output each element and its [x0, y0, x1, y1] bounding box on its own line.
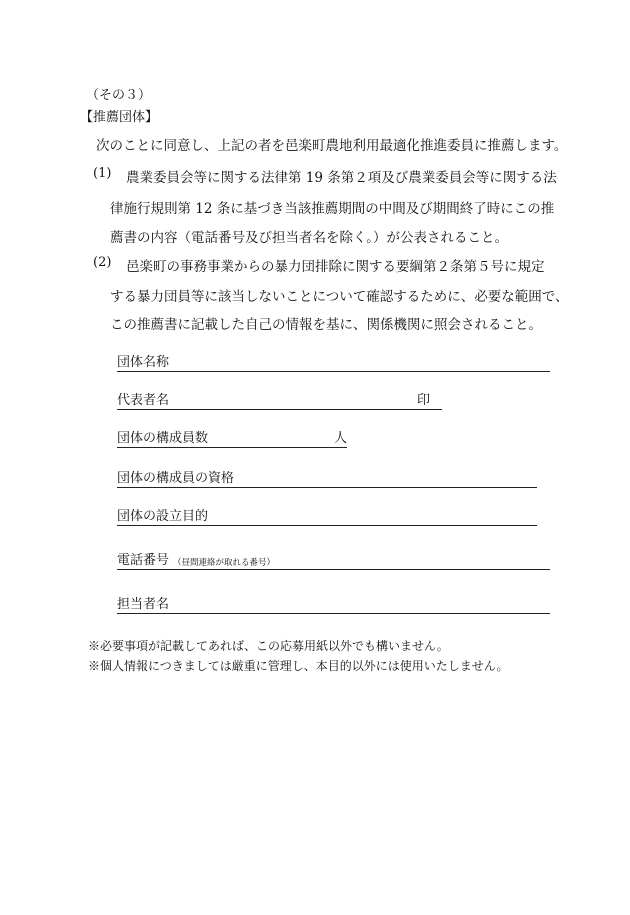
consent-intro: 次のことに同意し、上記の者を邑楽町農地利用最適化推進委員に推薦します。 — [96, 138, 568, 154]
field-member-count[interactable] — [117, 428, 347, 448]
item-line: 律施行規則第 12 条に基づき当該推薦期間の中間及び期間終了時にこの推 — [110, 201, 555, 217]
field-label: 団体の設立目的 — [117, 509, 209, 524]
section-heading: 【推薦団体】 — [80, 110, 159, 125]
field-label: 団体名称 — [117, 355, 170, 370]
field-organization-name[interactable] — [117, 352, 550, 372]
field-label: 団体の構成員の資格 — [117, 471, 235, 486]
field-sublabel: （昼間連絡が取れる番号） — [173, 558, 276, 568]
item-number: (2) — [93, 255, 112, 270]
note-other-forms: ※必要事項が記載してあれば、この応募用紙以外でも構いません。 — [88, 639, 449, 653]
field-member-qualification[interactable] — [117, 468, 537, 488]
field-label: 担当者名 — [117, 597, 170, 612]
section-number: （その３） — [86, 88, 152, 103]
item-line: 邑楽町の事務事業からの暴力団排除に関する要綱第２条第５号に規定 — [126, 259, 545, 275]
field-representative-name[interactable] — [117, 390, 442, 410]
item-line: 農業委員会等に関する法律第 19 条第２項及び農業委員会等に関する法 — [126, 170, 557, 186]
item-line: する暴力団員等に該当しないことについて確認するために、必要な範囲で、 — [110, 289, 569, 305]
field-contact-person[interactable] — [117, 594, 550, 614]
item-line: 薦書の内容（電話番号及び担当者名を除く。）が公表されること。 — [110, 230, 508, 246]
field-label: 団体の構成員数 — [117, 431, 209, 446]
item-line: この推薦書に記載した自己の情報を基に、関係機関に照会されること。 — [110, 317, 542, 333]
unit-label: 人 — [333, 431, 347, 446]
field-establishment-purpose[interactable] — [117, 506, 537, 526]
item-number: (1) — [93, 166, 112, 181]
field-label: 電話番号 — [117, 553, 170, 568]
field-label: 代表者名 — [117, 393, 170, 408]
note-privacy: ※個人情報につきましては厳重に管理し、本目的以外には使用いたしません。 — [88, 659, 509, 673]
seal-mark: 印 — [416, 393, 430, 408]
field-phone-number[interactable] — [117, 550, 550, 570]
